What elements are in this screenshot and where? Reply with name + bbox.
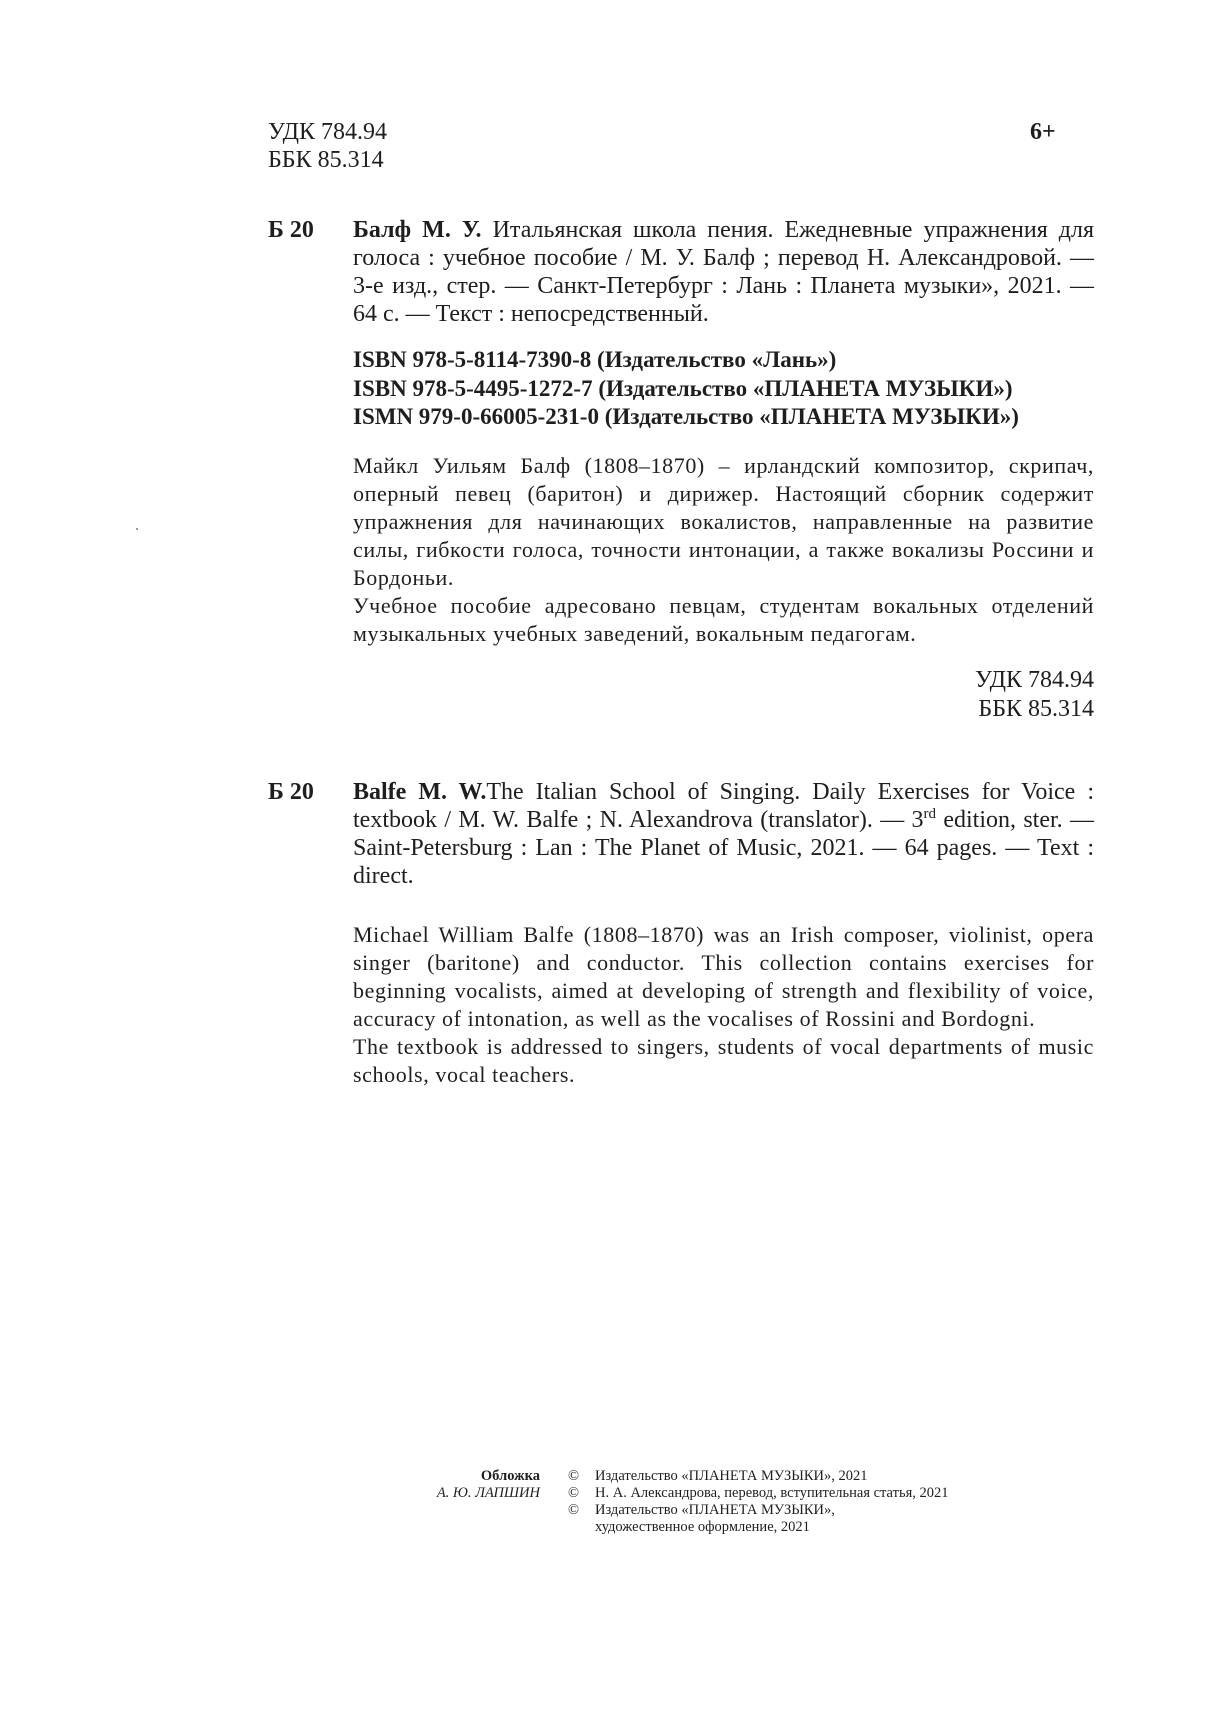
- isbn-lan: ISBN 978-5-8114-7390-8 (Издательство «Лань»): [353, 347, 837, 372]
- entry-description: Итальянская школа пения. Ежедневные упражнения для голоса : учебное пособие / М. У. Балф ; перевод Н. Александровой. — 3-е изд., стер. — Санкт-Петербург : Лань : Планета музыки», 2021. — 64 с. — Текст : непосредственный.: [353, 217, 1095, 327]
- abstract-paragraph: Учебное пособие адресовано певцам, студентам вокальных отделений музыкальных учебных заведений, вокальным педагогам.: [353, 593, 1094, 646]
- bbk-code: ББК 85.314: [978, 696, 1094, 722]
- abstract-paragraph: Michael William Balfe (1808–1870) was an Irish composer, violinist, opera singer (baritone) and conductor. This collection contains exercises for beginning vocalists, aimed at developing of strength and flexibility of voice, accuracy of intonation, as well as the vocalises of Rossini and Bordogni.: [353, 922, 1094, 1031]
- edition-superscript: rd: [923, 806, 937, 822]
- bbk-code: ББК 85.314: [268, 147, 384, 173]
- cover-title: Обложка: [480, 1468, 540, 1484]
- udk-code: УДК 784.94: [268, 119, 387, 145]
- entry-description-cont: edition, ster. — Saint-Petersburg : Lan : The Planet of Music, 2021. — 64 pages. — Text : direct.: [353, 807, 1095, 889]
- copyright-symbol: ©: [568, 1468, 580, 1484]
- entry-code: Б 20: [268, 217, 314, 243]
- abstract-ru: [353, 452, 1094, 648]
- classification-bottom: [975, 666, 1094, 724]
- copyright-symbol: ©: [568, 1485, 580, 1501]
- udk-code: УДК 784.94: [975, 667, 1094, 693]
- copyright-symbol: ©: [568, 1502, 580, 1518]
- abstract-paragraph: Майкл Уильям Балф (1808–1870) – ирландский композитор, скрипач, оперный певец (баритон) и дирижер. Настоящий сборник содержит упражнения для начинающих вокалистов, направленные на развитие силы, гибкости голоса, точности интонации, а также вокализы Россини и Бордоньи.: [353, 453, 1094, 590]
- copyright-line: © Издательство «ПЛАНЕТА МУЗЫКИ»,: [568, 1502, 835, 1518]
- copyright-line-continuation: художественное оформление, 2021: [595, 1519, 810, 1535]
- isbn-planeta: ISBN 978-5-4495-1272-7 (Издательство «ПЛАНЕТА МУЗЫКИ»): [353, 375, 1013, 401]
- ismn-planeta: ISMN 979-0-66005-231-0 (Издательство «ПЛАНЕТА МУЗЫКИ»): [353, 404, 1019, 429]
- abstract-paragraph: The textbook is addressed to singers, students of vocal departments of music schools, vocal teachers.: [353, 1034, 1094, 1087]
- page-speck: [136, 528, 138, 530]
- abstract-en: [353, 921, 1094, 1089]
- copyright-line: © Н. А. Александрова, перевод, вступительная статья, 2021: [568, 1485, 949, 1501]
- cover-artist: А. Ю. ЛАПШИН: [436, 1485, 540, 1501]
- catalog-entry-ru: [268, 216, 1094, 328]
- entry-author: Balfe M. W.: [353, 779, 487, 805]
- entry-author: Балф М. У.: [353, 217, 482, 243]
- age-rating: 6+: [1030, 119, 1056, 145]
- entry-description: The Italian School of Singing. Daily Exercises for Voice : textbook / M. W. Balfe ; N. Alexandrova (translator). — 3: [353, 779, 1094, 833]
- copyright-block: [568, 1468, 949, 1536]
- entry-code: Б 20: [268, 779, 314, 805]
- identifier-list: [353, 346, 1019, 432]
- copyright-line: © Издательство «ПЛАНЕТА МУЗЫКИ», 2021: [568, 1468, 868, 1484]
- cover-credit: [380, 1468, 540, 1502]
- header-classification: [268, 118, 387, 174]
- catalog-entry-en: [268, 778, 1094, 890]
